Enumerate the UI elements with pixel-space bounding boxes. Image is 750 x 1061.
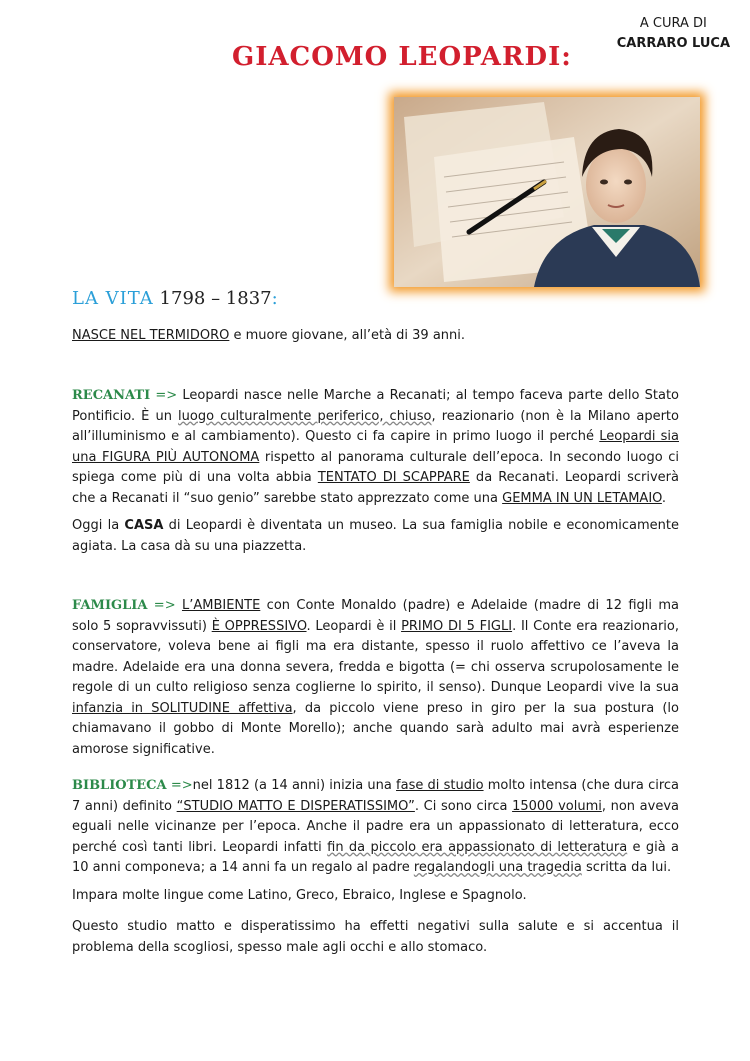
famiglia-text-3: . Il Conte era reazionario, conservatore, voleva bene ai figli ma era distante, spesso il ruolo affettivo ce l’aveva la madre. Adelaide era una donna severa, fredda e bigotta (= chi osserva scrupolosamente le regole di un culto religioso senza coglierne lo spirito, il senso). Dunque Leopardi vive la sua bbox=[72, 618, 679, 695]
biblioteca-text-1: nel 1812 (a 14 anni) inizia una bbox=[192, 778, 397, 793]
recanati-underline-1: luogo culturalmente periferico, chiuso bbox=[178, 408, 432, 424]
biblioteca-text-3: . Ci sono circa bbox=[414, 798, 513, 814]
biblioteca-underline-1: fase di studio bbox=[396, 778, 484, 793]
biblioteca-underline-5: regalandogli una tragedia bbox=[413, 860, 582, 875]
biblioteca-keyword: BIBLIOTECA bbox=[72, 778, 167, 793]
casa-text-2: di Leopardi è diventata un museo. La sua famiglia nobile e economicamente agiata. La casa dà su una piazzetta. bbox=[72, 518, 679, 554]
section-heading-vita bbox=[72, 288, 278, 309]
famiglia-text-2: . Leopardi è il bbox=[306, 618, 402, 634]
famiglia-arrow: => bbox=[147, 598, 176, 613]
biblioteca-underline-2: “STUDIO MATTO E DISPERATISSIMO” bbox=[176, 798, 415, 814]
recanati-keyword: RECANATI bbox=[72, 388, 151, 403]
recanati-underline-4: GEMMA IN UN LETAMAIO bbox=[502, 490, 662, 506]
casa-paragraph bbox=[72, 516, 679, 557]
famiglia-underline-2: È OPPRESSIVO bbox=[211, 618, 307, 634]
casa-bold: CASA bbox=[124, 518, 164, 533]
recanati-text-5: . bbox=[661, 490, 667, 506]
famiglia-text-1: con Conte Monaldo (padre) e Adelaide (madre di 12 figli ma solo 5 sopravvissuti) bbox=[72, 598, 679, 634]
vita-colon: : bbox=[271, 288, 278, 309]
recanati-underline-3: TENTATO DI SCAPPARE bbox=[317, 470, 470, 485]
famiglia-underline-4: infanzia in SOLITUDINE affettiva bbox=[72, 700, 293, 716]
author-credit bbox=[617, 14, 730, 54]
page-title: GIACOMO LEOPARDI: bbox=[232, 42, 572, 72]
recanati-paragraph bbox=[72, 386, 679, 509]
recanati-underline-2: Leopardi sia una FIGURA PIÙ AUTONOMA bbox=[72, 429, 679, 465]
author-name: CARRARO LUCA bbox=[616, 36, 730, 51]
biblioteca-text-2: molto intensa (che dura circa 7 anni) definito bbox=[72, 778, 679, 814]
famiglia-keyword: FAMIGLIA bbox=[72, 598, 148, 613]
biblioteca-underline-4: fin da piccolo era appassionato di letteratura bbox=[327, 839, 628, 855]
recanati-text-2: , reazionario (non è la Milano aperto all’illuminismo e al cambiamento). Questo ci fa capire in primo luogo il perché bbox=[72, 408, 679, 444]
nasce-text: e muore giovane, all’età di 39 anni. bbox=[229, 328, 466, 343]
nasce-paragraph bbox=[72, 326, 679, 347]
famiglia-text-4: , da piccolo viene preso in giro per la sua postura (lo chiamavano il gobbo di Monte Morello); anche quando sarà adulto mai avrà esperienze amorose significative. bbox=[72, 700, 679, 757]
famiglia-underline-3: PRIMO DI 5 FIGLI bbox=[401, 618, 513, 634]
recanati-text-1: Leopardi nasce nelle Marche a Recanati; al tempo faceva parte dello Stato Pontificio. È un bbox=[72, 388, 680, 424]
recanati-arrow: => bbox=[150, 388, 178, 403]
author-label: A CURA DI bbox=[639, 16, 707, 31]
biblioteca-text-6: scritta da lui. bbox=[581, 860, 672, 875]
biblioteca-paragraph bbox=[72, 776, 679, 879]
leopardi-portrait-image bbox=[394, 97, 700, 287]
casa-text-1: Oggi la bbox=[72, 518, 125, 533]
vita-years: 1798 – 1837 bbox=[159, 288, 272, 309]
recanati-text-3: rispetto al panorama culturale dell’epoca. In secondo luogo ci spiega come più di una volta abbia bbox=[72, 449, 679, 485]
famiglia-paragraph bbox=[72, 596, 679, 760]
nasce-underline: NASCE NEL TERMIDORO bbox=[72, 328, 230, 343]
recanati-text-4: da Recanati. Leopardi scriverà che a Recanati il “suo genio” sarebbe stato apprezzato come una bbox=[72, 470, 679, 506]
biblioteca-underline-3: 15000 volumi bbox=[512, 798, 602, 814]
salute-paragraph: Questo studio matto e disperatissimo ha effetti negativi sulla salute e si accentua il problema della scogliosi, spesso male agli occhi e allo stomaco. bbox=[72, 919, 679, 955]
vita-label: LA VITA bbox=[72, 288, 154, 309]
famiglia-underline-1: L’AMBIENTE bbox=[181, 598, 261, 613]
biblioteca-arrow: => bbox=[166, 778, 193, 793]
lingue-paragraph: Impara molte lingue come Latino, Greco, Ebraico, Inglese e Spagnolo. bbox=[72, 888, 527, 903]
biblioteca-text-5: e già a 10 anni componeva; a 14 anni fa un regalo al padre bbox=[72, 839, 679, 875]
biblioteca-text-4: , non aveva eguali nelle vicinanze per l’epoca. Anche il padre era un appassionato di letteratura, ecco perché così tanti libri. Leopardi infatti bbox=[72, 798, 679, 855]
